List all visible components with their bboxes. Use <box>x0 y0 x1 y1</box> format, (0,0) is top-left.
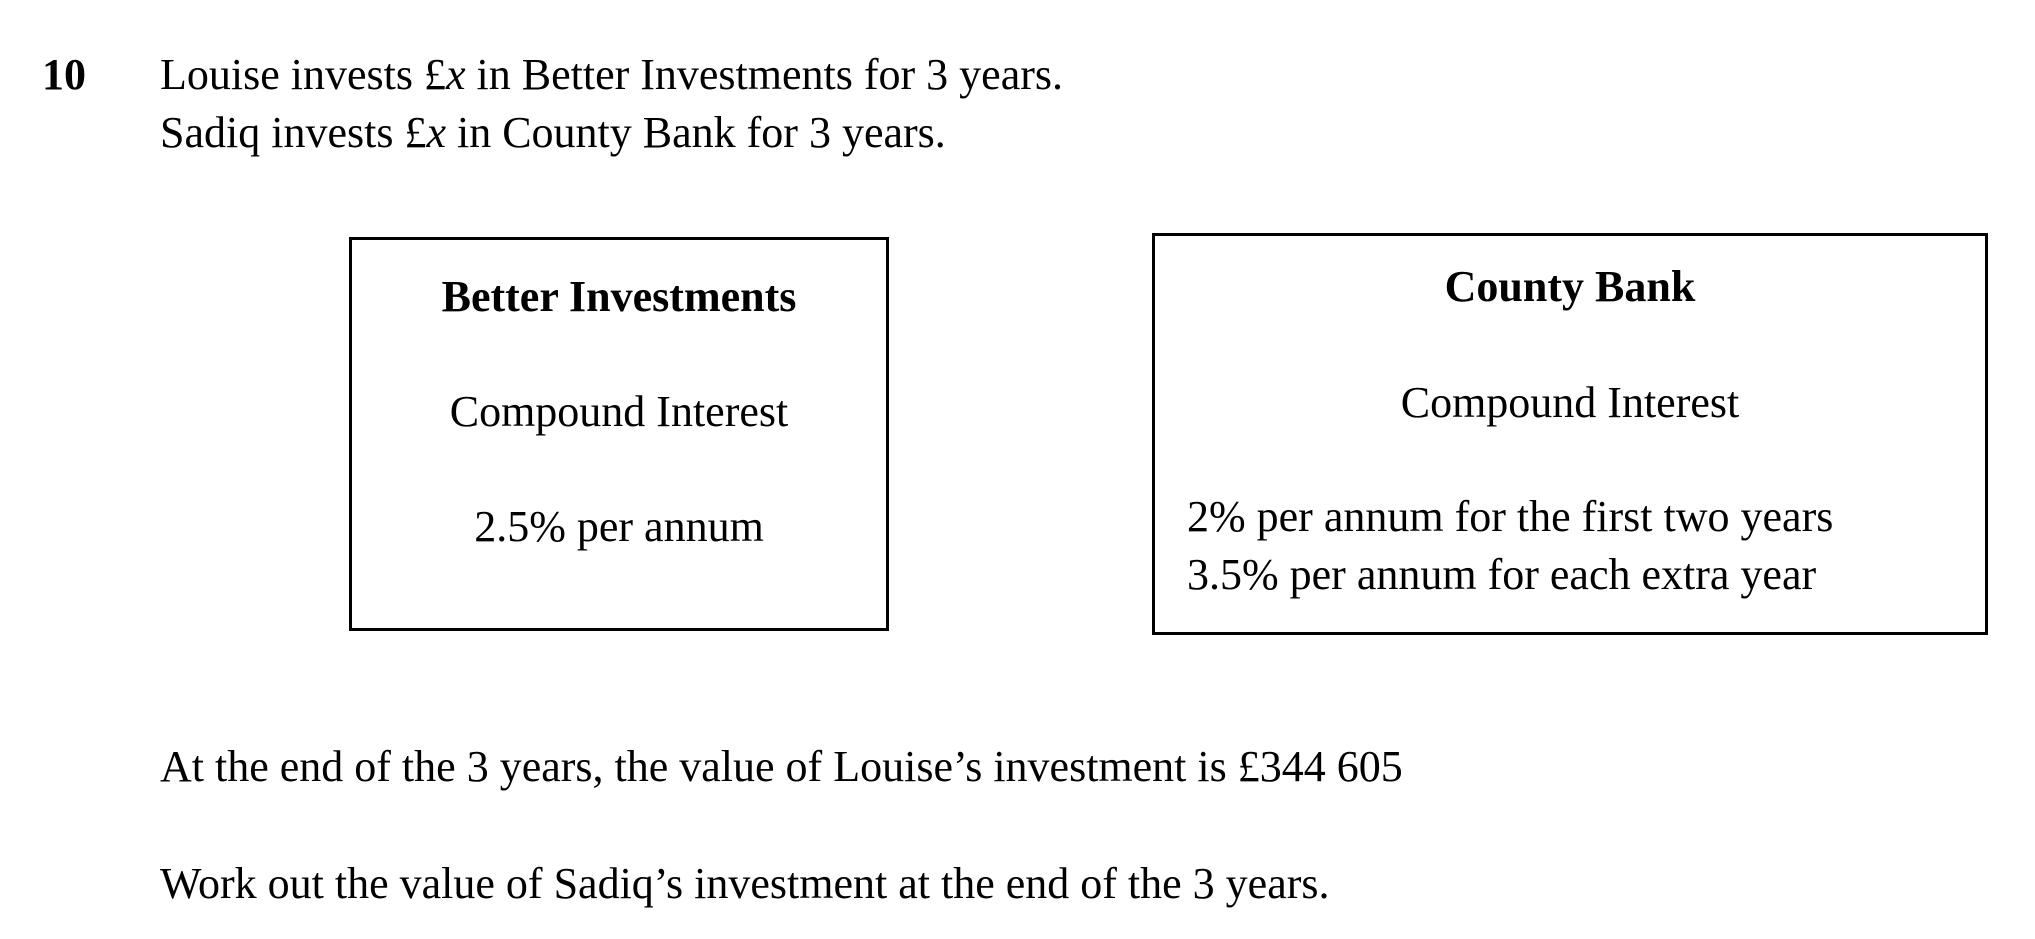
better-investments-rate: 2.5% per annum <box>474 502 764 551</box>
intro-louise-before: Louise invests £ <box>160 50 446 99</box>
county-bank-type: Compound Interest <box>1400 378 1740 427</box>
variable-x: x <box>445 50 466 99</box>
better-investments-type: Compound Interest <box>449 387 789 436</box>
county-bank-rate-first-two-years: 2% per annum for the first two years <box>1187 492 1834 541</box>
intro-sadiq <box>160 104 946 162</box>
better-investments-box <box>349 237 889 631</box>
intro-louise-after: in Better Investments for 3 years. <box>465 50 1064 99</box>
louise-value-statement: At the end of the 3 years, the value of Louise’s investment is £344 605 <box>160 742 1403 791</box>
task-instruction: Work out the value of Sadiq’s investment at the end of the 3 years. <box>160 859 1330 908</box>
intro-louise <box>160 46 1063 104</box>
county-bank-box <box>1152 233 1988 635</box>
variable-x: x <box>426 108 446 157</box>
question-number: 10 <box>42 50 86 99</box>
intro-sadiq-after: in County Bank for 3 years. <box>445 108 946 157</box>
better-investments-title: Better Investments <box>441 272 797 321</box>
intro-sadiq-before: Sadiq invests £ <box>160 108 427 157</box>
county-bank-rate-extra-year: 3.5% per annum for each extra year <box>1187 550 1817 599</box>
county-bank-title: County Bank <box>1444 262 1696 311</box>
